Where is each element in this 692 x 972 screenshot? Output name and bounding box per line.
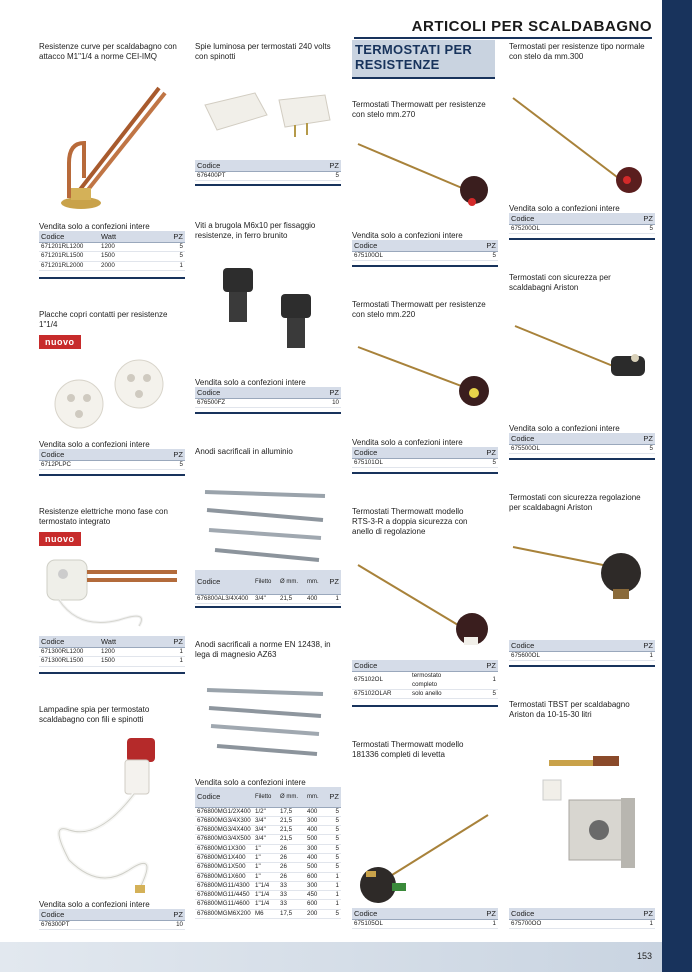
cell: 5	[324, 807, 341, 816]
heating-element-image	[39, 68, 185, 218]
product-resistenze-curve	[39, 42, 185, 62]
cell: 1"1/4	[253, 881, 278, 890]
cell: 675600OL	[509, 652, 612, 661]
table-termostato-rts	[352, 660, 498, 699]
table-termostato-270	[352, 240, 498, 261]
sale-note: Vendita solo a confezioni intere	[352, 438, 463, 447]
cell: 1/2"	[253, 807, 278, 816]
cell: 671201RL2000	[39, 261, 99, 270]
table-row	[352, 672, 498, 690]
table-row	[195, 807, 341, 816]
product-anodi-alluminio	[195, 447, 341, 457]
section-divider	[509, 238, 655, 240]
table-lampadine	[39, 909, 185, 930]
product-monofase	[39, 507, 185, 547]
table-header	[352, 240, 498, 252]
table-monofase	[39, 636, 185, 667]
table-row	[39, 461, 185, 470]
cell: 21,5	[278, 835, 305, 844]
table-row	[39, 657, 185, 666]
product-description: Termostati Thermowatt modello RTS-3-R a doppia sicurezza con anello di regolazione	[352, 507, 468, 536]
indicator-light-image	[195, 75, 341, 155]
cell: 675102OLAR	[352, 690, 410, 699]
cell: 21,5	[278, 826, 305, 835]
thermostat-270-image	[352, 132, 498, 222]
col-header: Codice	[509, 640, 612, 652]
col-header: PZ	[612, 213, 655, 225]
cell: 26	[278, 863, 305, 872]
cell: 5	[612, 445, 655, 454]
table-header	[352, 908, 498, 920]
page-title: ARTICOLI PER SCALDABAGNO	[411, 18, 652, 35]
cell: 676800MG11/4300	[195, 881, 253, 890]
col-header: Codice	[195, 787, 253, 807]
cell: 26	[278, 872, 305, 881]
col-header: PZ	[612, 433, 655, 445]
cell: 1	[324, 594, 341, 603]
product-description: Anodi sacrificali a norme EN 12438, in lega di magnesio AZ63	[195, 640, 331, 659]
cell: 5	[612, 225, 655, 234]
cell: 671300RL1500	[39, 657, 99, 666]
magnesium-anodes-image	[195, 680, 341, 770]
sale-note: Vendita solo a confezioni intere	[509, 424, 620, 433]
cell: 5	[460, 690, 498, 699]
col-header	[410, 660, 460, 672]
cell: 675200OL	[509, 225, 612, 234]
cell: 1	[324, 891, 341, 900]
section-divider	[352, 265, 498, 267]
table-header	[39, 909, 185, 921]
table-termostato-normale	[509, 213, 655, 234]
cell: 17,5	[278, 807, 305, 816]
table-row	[195, 853, 341, 862]
section-divider	[352, 472, 498, 474]
cell: 5	[324, 844, 341, 853]
table-resistenze	[39, 231, 185, 271]
product-lampadine	[39, 705, 185, 725]
cell: 5	[149, 252, 185, 261]
cell: 1	[149, 261, 185, 270]
table-row	[509, 920, 655, 929]
table-row	[509, 445, 655, 454]
title-underline	[354, 37, 652, 39]
col-header: Codice	[352, 660, 410, 672]
product-termostato-tbst	[509, 700, 655, 720]
col-header: mm.	[305, 787, 324, 807]
cell: 300	[305, 844, 324, 853]
cell: 5	[455, 252, 498, 261]
cell: 21,5	[278, 594, 305, 603]
table-header	[39, 231, 185, 243]
product-description: Resistenze elettriche mono fase con termostato integrato	[39, 507, 168, 526]
cell: 600	[305, 872, 324, 881]
screws-image	[195, 258, 341, 368]
cell: 675101OL	[352, 459, 455, 468]
table-termostato-ariston-regolazione	[509, 640, 655, 661]
table-row	[195, 835, 341, 844]
col-header: Filetto	[253, 570, 278, 594]
sale-note: Vendita solo a confezioni intere	[39, 440, 150, 449]
thermostat-ariston-regulation-image	[509, 535, 655, 635]
cell: 671201RL1200	[39, 243, 99, 252]
col-header: Filetto	[253, 787, 278, 807]
cell: 5	[324, 863, 341, 872]
table-header	[509, 433, 655, 445]
table-header	[195, 787, 341, 807]
cell: 1500	[99, 252, 149, 261]
new-badge: nuovo	[39, 532, 81, 546]
cell: 1200	[99, 243, 149, 252]
section-title-box	[352, 40, 495, 79]
cell: 1"	[253, 844, 278, 853]
cell: 300	[305, 881, 324, 890]
table-row	[352, 252, 498, 261]
cell: 2000	[99, 261, 149, 270]
table-row	[195, 881, 341, 890]
thermostat-ariston-image	[509, 310, 655, 410]
col-header: PZ	[149, 636, 185, 648]
section-divider	[352, 705, 498, 707]
aluminium-anodes-image	[195, 480, 341, 570]
product-description: Termostati con sicurezza per scaldabagni Ariston	[509, 273, 611, 292]
cell: 5	[324, 816, 341, 825]
cell: 1	[324, 881, 341, 890]
col-header: Codice	[352, 240, 455, 252]
cell: 21,5	[278, 816, 305, 825]
cell: 675100OL	[352, 252, 455, 261]
right-edge-band	[662, 0, 692, 972]
cell: 676800MG1X300	[195, 844, 253, 853]
table-header	[509, 640, 655, 652]
sale-note: Vendita solo a confezioni intere	[39, 222, 150, 231]
table-row	[352, 690, 498, 699]
section-divider	[39, 277, 185, 279]
cell: 26	[278, 844, 305, 853]
table-row	[352, 920, 498, 929]
col-header: Codice	[509, 213, 612, 225]
cell: 5	[324, 835, 341, 844]
table-header	[195, 387, 341, 399]
cell: 450	[305, 891, 324, 900]
table-header	[509, 213, 655, 225]
table-row	[195, 863, 341, 872]
thermostat-rts-image	[352, 555, 498, 655]
col-header: PZ	[460, 660, 498, 672]
table-termostato-220	[352, 447, 498, 468]
table-row	[195, 399, 341, 408]
cell: 1	[612, 652, 655, 661]
section-divider	[195, 184, 341, 186]
product-description: Placche copri contatti per resistenze 1"1/4	[39, 310, 168, 329]
table-header	[352, 447, 498, 459]
cell: 1	[324, 872, 341, 881]
cell: 676800MG3/4X300	[195, 816, 253, 825]
cell: 3/4"	[253, 816, 278, 825]
col-header: PZ	[143, 449, 185, 461]
thermostat-tbst-image	[509, 750, 655, 900]
sale-note: Vendita solo a confezioni intere	[39, 900, 150, 909]
product-description: Spie luminosa per termostati 240 volts con spinotti	[195, 42, 331, 61]
table-row	[39, 921, 185, 930]
product-description: Viti a brugola M6x10 per fissaggio resistenze, in ferro brunito	[195, 221, 316, 240]
product-description: Termostati TBST per scaldabagno Ariston da 10-15-30 litri	[509, 700, 630, 719]
col-header: Codice	[509, 433, 612, 445]
col-header: Codice	[195, 387, 298, 399]
cell: 3/4"	[253, 594, 278, 603]
product-termostato-220	[352, 300, 498, 320]
cell: 5	[149, 243, 185, 252]
table-header	[509, 908, 655, 920]
section-divider	[195, 412, 341, 414]
table-header	[352, 660, 498, 672]
cell: 400	[305, 826, 324, 835]
sale-note: Vendita solo a confezioni intere	[195, 378, 306, 387]
section-divider	[509, 458, 655, 460]
table-row	[195, 826, 341, 835]
cell: 5	[324, 826, 341, 835]
col-header: PZ	[612, 640, 655, 652]
cell: 1	[614, 920, 655, 929]
cell: 676500FZ	[195, 399, 298, 408]
col-header: Codice	[39, 909, 142, 921]
cell: 676400PT	[195, 172, 298, 181]
cell: 6712PLPC	[39, 461, 143, 470]
cell: 676800MG11/4600	[195, 900, 253, 909]
table-row	[39, 648, 185, 657]
cell: 671201RL1500	[39, 252, 99, 261]
section-divider	[39, 474, 185, 476]
cell: 1	[149, 648, 185, 657]
col-header: Watt	[99, 636, 149, 648]
product-placche	[39, 310, 185, 350]
table-placche	[39, 449, 185, 470]
table-termostato-tbst	[509, 908, 655, 929]
cell: termostato completo	[410, 672, 460, 690]
product-description: Anodi sacrificali in alluminio	[195, 447, 293, 456]
product-termostato-ariston-regolazione	[509, 493, 655, 513]
thermostat-220-image	[352, 335, 498, 425]
cell: 676800MG1X600	[195, 872, 253, 881]
cell: 33	[278, 900, 305, 909]
col-header: PZ	[455, 908, 498, 920]
table-termostato-ariston	[509, 433, 655, 454]
cell: 1"	[253, 872, 278, 881]
cell: 676300PT	[39, 921, 142, 930]
cell: 671300RL1200	[39, 648, 99, 657]
col-header: Codice	[352, 908, 455, 920]
footer-band	[0, 942, 662, 972]
col-header: Codice	[195, 160, 298, 172]
cell: 1	[324, 900, 341, 909]
cell: 1"	[253, 853, 278, 862]
cell: 1	[455, 920, 498, 929]
new-badge: nuovo	[39, 335, 81, 349]
cell: 1"1/4	[253, 891, 278, 900]
cell: 5	[324, 853, 341, 862]
product-termostato-ariston	[509, 273, 655, 293]
cell: 200	[305, 909, 324, 918]
thermostat-normal-image	[509, 80, 655, 195]
table-header	[39, 636, 185, 648]
table-header	[195, 570, 341, 594]
product-description: Termostati Thermowatt per resistenze con stelo mm.270	[352, 100, 486, 119]
section-divider	[195, 606, 341, 608]
col-header: PZ	[324, 570, 341, 594]
col-header: PZ	[149, 231, 185, 243]
col-header: PZ	[455, 447, 498, 459]
col-header: Codice	[509, 908, 614, 920]
table-row	[39, 243, 185, 252]
cell: 676800MG1X500	[195, 863, 253, 872]
table-viti	[195, 387, 341, 408]
cell: 1"1/4	[253, 900, 278, 909]
col-header: Ø mm.	[278, 570, 305, 594]
cell: 1	[460, 672, 498, 690]
col-header: mm.	[305, 570, 324, 594]
table-row	[195, 594, 341, 603]
table-row	[509, 225, 655, 234]
cell: 17,5	[278, 909, 305, 918]
col-header: PZ	[298, 160, 341, 172]
product-termostato-normale	[509, 42, 655, 62]
cell: 5	[324, 909, 341, 918]
cell: 676800MG1X400	[195, 853, 253, 862]
cell: 676800MGM6X200	[195, 909, 253, 918]
cell: 500	[305, 863, 324, 872]
contact-cover-plates-image	[39, 352, 185, 444]
cell: 1500	[99, 657, 149, 666]
table-row	[195, 900, 341, 909]
cell: 400	[305, 853, 324, 862]
cell: 676800MG11/4450	[195, 891, 253, 900]
cell: 1	[149, 657, 185, 666]
cell: 5	[455, 459, 498, 468]
col-header: PZ	[324, 787, 341, 807]
table-anodi-alluminio	[195, 570, 341, 604]
product-description: Resistenze curve per scaldabagno con attacco M1"1/4 a norme CEI-IMQ	[39, 42, 177, 61]
monophase-element-image	[39, 550, 185, 632]
product-description: Termostati per resistenze tipo normale con stelo da mm.300	[509, 42, 645, 61]
product-spie	[195, 42, 341, 62]
table-row	[39, 261, 185, 270]
cell: 400	[305, 807, 324, 816]
cell: 676800MG3/4X500	[195, 835, 253, 844]
table-row	[195, 816, 341, 825]
product-description: Termostati Thermowatt per resistenze con stelo mm.220	[352, 300, 486, 319]
cell: 675700OO	[509, 920, 614, 929]
table-row	[39, 252, 185, 261]
sale-note: Vendita solo a confezioni intere	[195, 778, 306, 787]
table-termostato-181336	[352, 908, 498, 929]
cell: 676800MG3/4X400	[195, 826, 253, 835]
product-termostato-rts	[352, 507, 498, 537]
table-row	[509, 652, 655, 661]
col-header: PZ	[142, 909, 185, 921]
col-header: Codice	[39, 636, 99, 648]
table-row	[195, 172, 341, 181]
cell: M6	[253, 909, 278, 918]
table-row	[195, 909, 341, 918]
section-divider	[509, 665, 655, 667]
sale-note: Vendita solo a confezioni intere	[352, 231, 463, 240]
cell: 600	[305, 900, 324, 909]
thermostat-181336-image	[352, 805, 498, 910]
col-header: Codice	[39, 231, 99, 243]
col-header: PZ	[614, 908, 655, 920]
cell: 5	[143, 461, 185, 470]
cell: 675102OL	[352, 672, 410, 690]
cell: 675105OL	[352, 920, 455, 929]
cell: 3/4"	[253, 835, 278, 844]
col-header: PZ	[298, 387, 341, 399]
col-header: Codice	[39, 449, 143, 461]
cell: 10	[298, 399, 341, 408]
cell: 676800MG1/2X400	[195, 807, 253, 816]
product-description: Termostati Thermowatt modello 181336 completi di levetta	[352, 740, 464, 759]
cell: 1200	[99, 648, 149, 657]
sale-note: Vendita solo a confezioni intere	[509, 204, 620, 213]
indicator-lamp-image	[39, 730, 185, 900]
product-description: Termostati con sicurezza regolazione per scaldabagni Ariston	[509, 493, 641, 512]
table-row	[352, 459, 498, 468]
col-header: Codice	[352, 447, 455, 459]
table-anodi-magnesio	[195, 787, 341, 919]
page-number: 153	[636, 951, 652, 961]
cell: 675500OL	[509, 445, 612, 454]
section-title: TERMOSTATI PER RESISTENZE	[355, 42, 473, 72]
table-row	[195, 891, 341, 900]
table-spie	[195, 160, 341, 181]
product-anodi-magnesio	[195, 640, 341, 660]
cell: 10	[142, 921, 185, 930]
cell: 33	[278, 881, 305, 890]
cell: 1"	[253, 863, 278, 872]
cell: 26	[278, 853, 305, 862]
table-header	[39, 449, 185, 461]
cell: 5	[298, 172, 341, 181]
cell: 300	[305, 816, 324, 825]
col-header: Codice	[195, 570, 253, 594]
table-row	[195, 872, 341, 881]
col-header: PZ	[455, 240, 498, 252]
cell: 676800AL3/4X400	[195, 594, 253, 603]
cell: 400	[305, 594, 324, 603]
product-termostato-181336	[352, 740, 498, 760]
col-header: Ø mm.	[278, 787, 305, 807]
section-divider	[39, 672, 185, 674]
cell: 500	[305, 835, 324, 844]
cell: solo anello	[410, 690, 460, 699]
product-termostato-270	[352, 100, 498, 120]
col-header: Watt	[99, 231, 149, 243]
cell: 3/4"	[253, 826, 278, 835]
table-row	[195, 844, 341, 853]
product-description: Lampadine spia per termostato scaldabagno con fili e spinotti	[39, 705, 150, 724]
product-viti	[195, 221, 341, 241]
cell: 33	[278, 891, 305, 900]
table-header	[195, 160, 341, 172]
